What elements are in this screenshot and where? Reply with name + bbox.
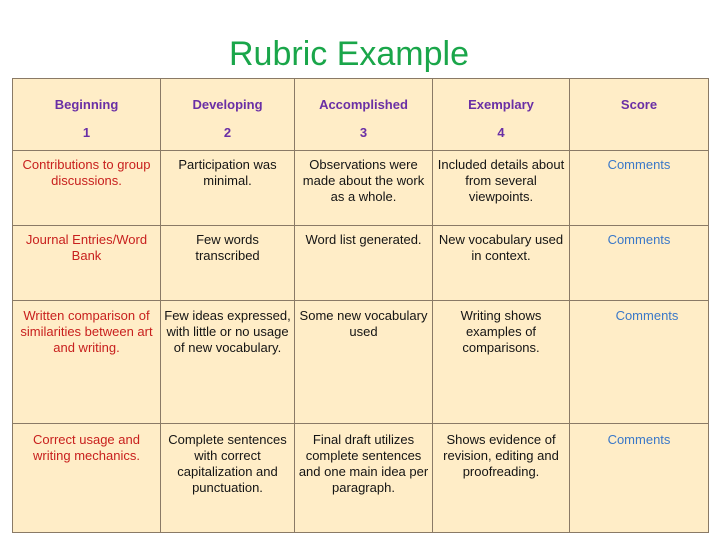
header-number: 2 [223,125,232,140]
header-row [13,79,709,151]
developing-cell: Few ideas expressed, with little or no usage of new vocabulary. [161,301,295,424]
header-label: Exemplary [468,97,534,112]
header-number: 4 [497,125,505,140]
accomplished-cell: Some new vocabulary used [295,301,433,424]
score-comments-cell: Comments [570,301,709,424]
rubric-table [12,78,709,533]
criterion-cell: Correct usage and writing mechanics. [13,424,161,533]
score-comments-cell: Comments [570,151,709,226]
exemplary-cell: Shows evidence of revision, editing and proofreading. [433,424,570,533]
header-score [570,79,709,151]
exemplary-cell: New vocabulary used in context. [433,226,570,301]
header-accomplished [295,79,433,151]
accomplished-cell: Word list generated. [295,226,433,301]
header-beginning [13,79,161,151]
exemplary-cell: Included details about from several viewpoints. [433,151,570,226]
header-exemplary [433,79,570,151]
header-label: Score [620,97,658,112]
accomplished-cell: Observations were made about the work as a whole. [295,151,433,226]
developing-cell: Complete sentences with correct capitalization and punctuation. [161,424,295,533]
score-comments-cell: Comments [570,226,709,301]
table-row [13,301,709,424]
developing-cell: Participation was minimal. [161,151,295,226]
accomplished-cell: Final draft utilizes complete sentences and one main idea per paragraph. [295,424,433,533]
table-row [13,151,709,226]
exemplary-cell: Writing shows examples of comparisons. [433,301,570,424]
criterion-cell: Written comparison of similarities between art and writing. [13,301,161,424]
developing-cell: Few words transcribed [161,226,295,301]
header-developing [161,79,295,151]
header-number: 3 [359,125,368,140]
criterion-cell: Contributions to group discussions. [13,151,161,226]
header-number: 1 [82,125,91,140]
table-row [13,226,709,301]
header-label: Developing [192,97,263,112]
header-label: Beginning [54,97,119,112]
header-label: Accomplished [319,97,408,112]
table-row [13,424,709,533]
criterion-cell: Journal Entries/Word Bank [13,226,161,301]
page-title: Rubric Example [229,35,469,73]
score-comments-cell: Comments [570,424,709,533]
